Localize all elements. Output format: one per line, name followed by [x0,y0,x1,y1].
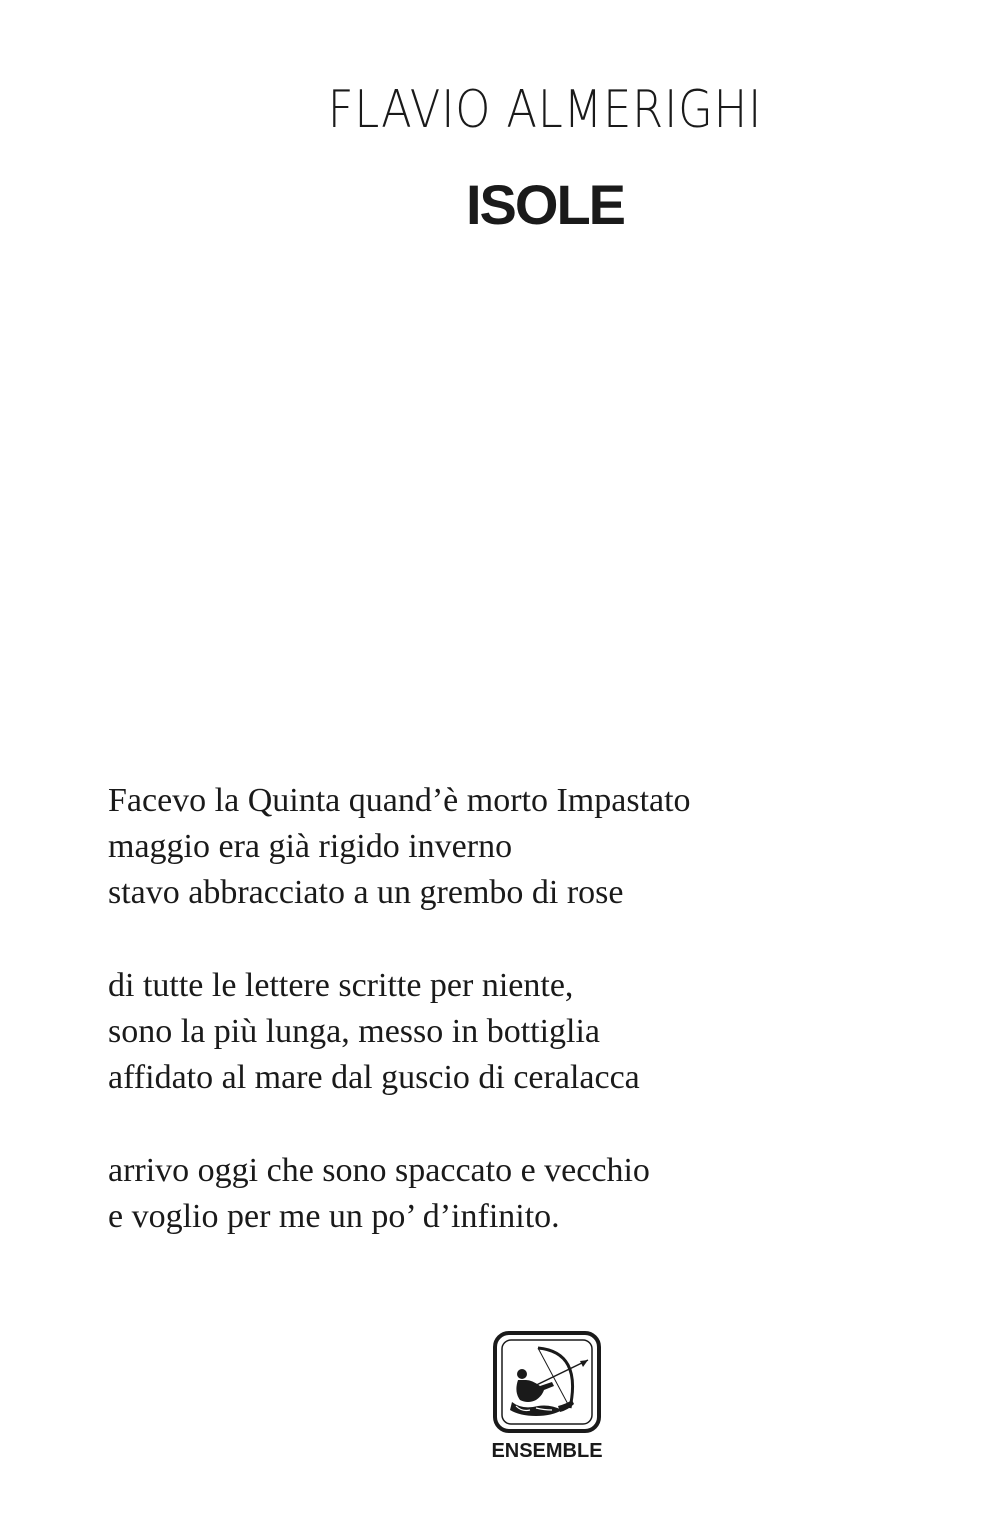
poem-line: Facevo la Quinta quand’è morto Impastato [108,782,691,819]
poem-stanza [108,778,908,916]
poem-stanza [108,963,908,1101]
poem-line: affidato al mare dal guscio di ceralacca [108,1059,640,1096]
poem-line: sono la più lunga, messo in bottiglia [108,1013,601,1050]
archer-emblem-icon [492,1330,602,1434]
poem-line: stavo abbracciato a un grembo di rose [108,874,624,911]
book-title: ISOLE [465,173,625,236]
poem-line: di tutte le lettere scritte per niente, [108,967,574,1004]
poem [108,778,908,1287]
poem-line: arrivo oggi che sono spaccato e vecchio [108,1152,650,1189]
poem-line: e voglio per me un po’ d’infinito. [108,1198,560,1235]
poem-line: maggio era già rigido inverno [108,828,513,865]
publisher-name: ENSEMBLE [491,1440,603,1462]
poem-stanza [108,1148,908,1240]
author-name: FLAVIO ALMERIGHI [327,80,763,140]
